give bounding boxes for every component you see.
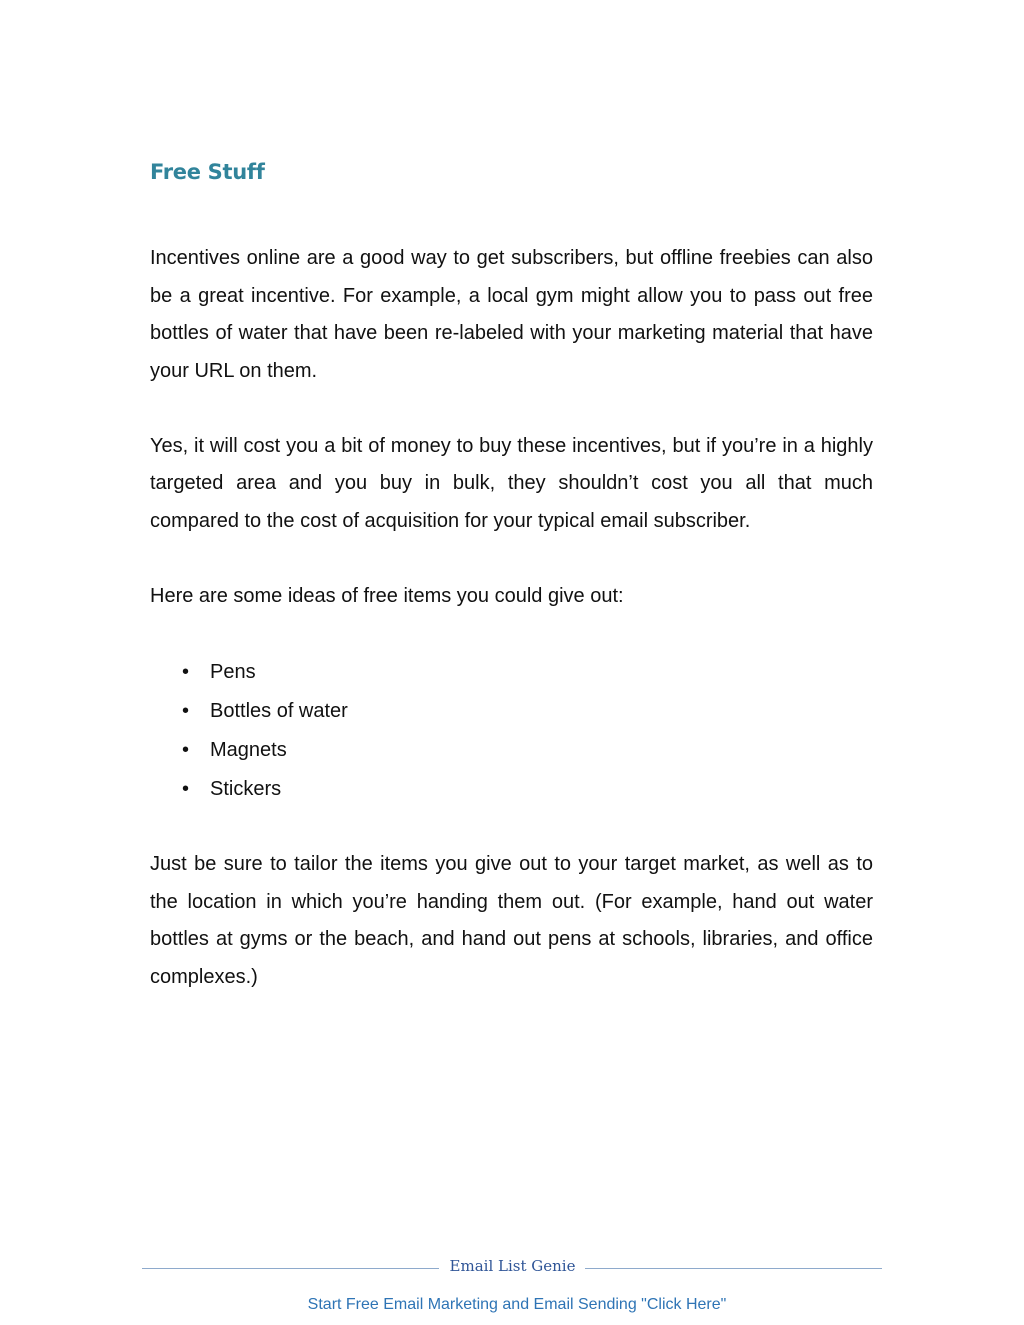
list-item-label: Bottles of water: [210, 699, 348, 722]
list-item: [150, 692, 873, 731]
paragraph-cost: Yes, it will cost you a bit of money to buy these incentives, but if you’re in a highly targeted area and you buy in bulk, they shouldn’t cost you all that much compared to the cost of acquisition for your typical email subscriber.: [150, 434, 873, 532]
footer-divider-right: [585, 1268, 882, 1269]
bullet-icon: •: [182, 660, 190, 683]
list-item: [150, 653, 873, 692]
section-heading: Free Stuff: [150, 160, 265, 184]
bullet-icon: •: [182, 699, 190, 722]
bullet-icon: •: [182, 738, 190, 761]
list-item: [150, 770, 873, 809]
paragraph-incentives: Incentives online are a good way to get subscribers, but offline freebies can also be a great incentive. For example, a local gym might allow you to pass out free bottles of water that have been re-labeled with your marketing material that have your URL on them.: [150, 247, 873, 382]
body-content: [150, 240, 873, 1034]
footer-cta-link[interactable]: Start Free Email Marketing and Email Sending "Click Here": [307, 1296, 727, 1313]
paragraph-ideas-intro: Here are some ideas of free items you could give out:: [150, 584, 624, 607]
footer-divider-left: [142, 1268, 439, 1269]
list-item-label: Magnets: [210, 738, 287, 761]
list-item-label: Pens: [210, 660, 256, 683]
list-item: [150, 731, 873, 770]
paragraph-closing: Just be sure to tailor the items you give out to your target market, as well as to the location in which you’re handing them out. (For example, hand out water bottles at gyms or the beach, and hand out pens at schools, libraries, and office complexes.): [150, 853, 873, 988]
bullet-icon: •: [182, 777, 190, 800]
free-items-list: [150, 653, 873, 809]
list-item-label: Stickers: [210, 777, 282, 800]
footer-brand: Email List Genie: [449, 1257, 576, 1275]
